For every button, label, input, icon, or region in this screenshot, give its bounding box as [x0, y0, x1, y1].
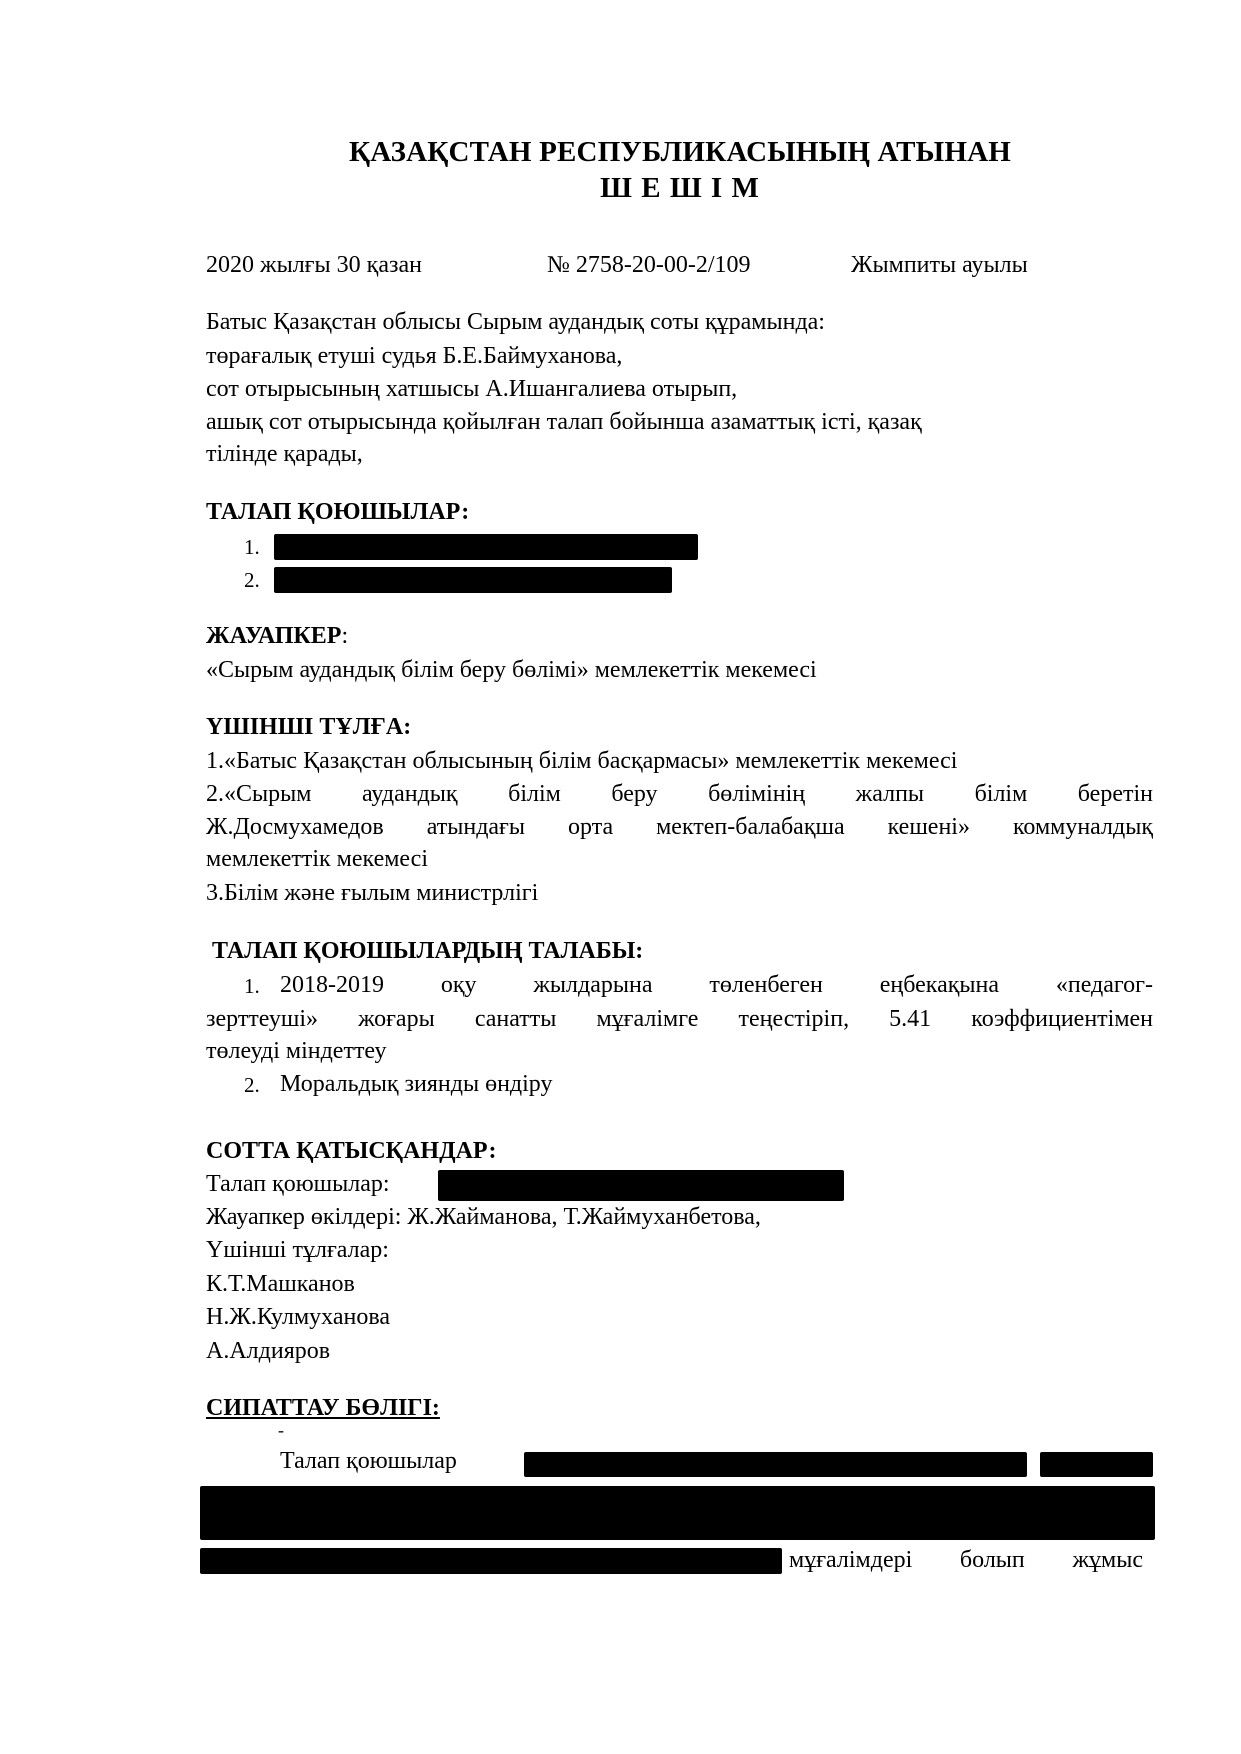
third-party-line: 1.«Батыс Қазақстан облысының білім басқармасы» мемлекеттік мекемесі [206, 748, 958, 774]
document-title: ҚАЗАҚСТАН РЕСПУБЛИКАСЫНЫҢ АТЫНАН [348, 136, 1012, 168]
defendant-heading: ЖАУАПКЕР [206, 623, 342, 649]
intro-line: тілінде қарады, [206, 441, 363, 467]
plaintiff-number: 1. [244, 535, 260, 559]
description-text-end: мұғалімдері болып жұмыс [789, 1547, 1143, 1573]
claim-text: төлеуді міндеттеу [206, 1038, 387, 1064]
claims-heading: ТАЛАП ҚОЮШЫЛАРДЫҢ ТАЛАБЫ: [212, 938, 644, 964]
defendant-heading-line [206, 620, 348, 653]
participant-name: Н.Ж.Кулмуханова [206, 1304, 390, 1330]
third-party-line: Ж.Досмухамедов атындағы орта мектеп-балабақша кешені» коммуналдық [206, 814, 1153, 840]
third-party-line: мемлекеттік мекемесі [206, 846, 428, 872]
description-text-start: Талап қоюшылар [280, 1448, 457, 1474]
claim-number: 1. [244, 974, 260, 998]
decision-place: Жымпиты ауылы [851, 252, 1028, 278]
plaintiffs-heading: ТАЛАП ҚОЮШЫЛАР: [206, 499, 470, 525]
redacted-text-block [200, 1486, 1155, 1540]
intro-line: төрағалық етуші судья Б.Е.Баймуханова, [206, 343, 623, 369]
redacted-plaintiff-name [274, 567, 672, 593]
claim-text: 2018-2019 оқу жылдарына төленбеген еңбекақына «педагог- [280, 972, 1153, 998]
intro-line: сот отырысының хатшысы А.Ишангалиева отырып, [206, 376, 738, 402]
participants-plaintiffs-label: Талап қоюшылар: [206, 1171, 390, 1197]
plaintiff-number: 2. [244, 568, 260, 592]
participants-heading: СОТТА ҚАТЫСҚАНДАР: [206, 1138, 497, 1164]
claim-text: зерттеуші» жоғары санатты мұғалімге теңестіріп, 5.41 коэффициентімен [206, 1006, 1153, 1032]
redacted-participant-names [438, 1170, 844, 1201]
defendant-name: «Сырым аудандық білім беру бөлімі» мемлекеттік мекемесі [206, 657, 817, 683]
decision-date: 2020 жылғы 30 қазан [206, 252, 422, 278]
claim-text: Моральдық зиянды өндіру [280, 1071, 553, 1097]
third-party-line: 2.«Сырым аудандық білім беру бөлімінің жалпы білім беретін [206, 781, 1153, 807]
redacted-text [524, 1452, 1027, 1477]
claim-number: 2. [244, 1073, 260, 1097]
redacted-text [200, 1548, 782, 1574]
third-party-heading: ҮШІНШІ ТҰЛҒА: [206, 714, 412, 740]
redacted-text [1040, 1452, 1153, 1477]
defendant-representatives: Жауапкер өкілдері: Ж.Жайманова, Т.Жаймуханбетова, [206, 1204, 761, 1230]
participant-name: К.Т.Машканов [206, 1271, 355, 1297]
stray-dash: - [278, 1420, 284, 1440]
redacted-plaintiff-name [274, 534, 698, 560]
third-parties-label: Үшінші тұлғалар: [206, 1237, 389, 1263]
intro-line: ашық сот отырысында қойылған талап бойынша азаматтық істі, қазақ [206, 409, 922, 435]
intro-line: Батыс Қазақстан облысы Сырым аудандық соты құрамында: [206, 309, 825, 335]
document-subtitle: Ш Е Ш І М [600, 172, 760, 204]
defendant-colon: : [341, 623, 349, 649]
participant-name: А.Алдияров [206, 1338, 331, 1364]
third-party-line: 3.Білім және ғылым министрлігі [206, 880, 539, 906]
case-number: № 2758-20-00-2/109 [547, 252, 751, 278]
description-heading: СИПАТТАУ БӨЛІГІ: [206, 1395, 440, 1421]
